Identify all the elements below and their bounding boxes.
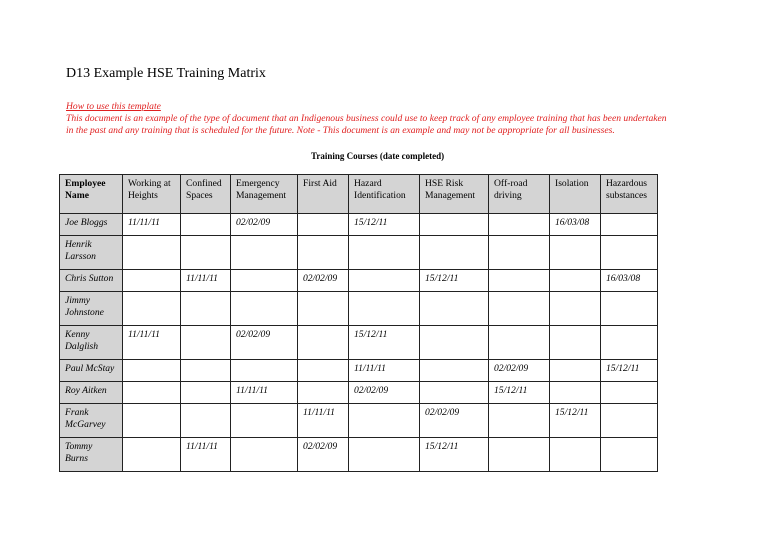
table-row — [60, 270, 658, 292]
date-cell: 15/12/11 — [601, 360, 658, 382]
date-cell: 11/11/11 — [231, 382, 298, 404]
date-cell — [298, 292, 349, 326]
date-cell — [420, 360, 489, 382]
date-cell — [231, 292, 298, 326]
date-cell: 02/02/09 — [420, 404, 489, 438]
date-cell — [601, 382, 658, 404]
header-course: Hazardous substances — [601, 175, 658, 214]
header-employee-name: Employee Name — [60, 175, 123, 214]
header-course: HSE Risk Management — [420, 175, 489, 214]
employee-name-cell: Jimmy Johnstone — [60, 292, 123, 326]
date-cell — [550, 360, 601, 382]
date-cell — [489, 270, 550, 292]
date-cell — [181, 292, 231, 326]
header-course: Hazard Identification — [349, 175, 420, 214]
date-cell — [231, 404, 298, 438]
date-cell — [489, 214, 550, 236]
date-cell — [349, 404, 420, 438]
howto-note — [66, 101, 676, 138]
date-cell — [420, 326, 489, 360]
date-cell — [181, 404, 231, 438]
date-cell — [123, 292, 181, 326]
date-cell: 15/12/11 — [550, 404, 601, 438]
date-cell: 11/11/11 — [349, 360, 420, 382]
header-course: First Aid — [298, 175, 349, 214]
training-matrix-table — [59, 174, 658, 472]
date-cell — [601, 292, 658, 326]
date-cell: 15/12/11 — [420, 438, 489, 472]
date-cell: 11/11/11 — [181, 270, 231, 292]
header-course: Isolation — [550, 175, 601, 214]
date-cell: 02/02/09 — [298, 270, 349, 292]
date-cell — [550, 236, 601, 270]
date-cell — [298, 214, 349, 236]
date-cell: 02/02/09 — [231, 326, 298, 360]
date-cell: 11/11/11 — [181, 438, 231, 472]
employee-name-cell: Joe Bloggs — [60, 214, 123, 236]
date-cell: 16/03/08 — [601, 270, 658, 292]
date-cell — [489, 236, 550, 270]
date-cell — [489, 326, 550, 360]
employee-name-cell: Henrik Larsson — [60, 236, 123, 270]
date-cell — [420, 292, 489, 326]
date-cell — [123, 360, 181, 382]
date-cell — [601, 438, 658, 472]
date-cell — [489, 404, 550, 438]
date-cell: 15/12/11 — [420, 270, 489, 292]
date-cell: 02/02/09 — [231, 214, 298, 236]
date-cell — [489, 438, 550, 472]
date-cell — [181, 360, 231, 382]
header-row — [60, 175, 658, 214]
header-course: Emergency Management — [231, 175, 298, 214]
date-cell — [349, 438, 420, 472]
date-cell — [298, 382, 349, 404]
date-cell — [349, 270, 420, 292]
date-cell — [420, 236, 489, 270]
date-cell — [123, 270, 181, 292]
date-cell: 11/11/11 — [123, 214, 181, 236]
date-cell — [298, 360, 349, 382]
date-cell — [420, 382, 489, 404]
date-cell: 15/12/11 — [489, 382, 550, 404]
date-cell — [601, 214, 658, 236]
employee-name-cell: Paul McStay — [60, 360, 123, 382]
date-cell: 02/02/09 — [349, 382, 420, 404]
date-cell — [298, 326, 349, 360]
date-cell — [123, 236, 181, 270]
date-cell — [601, 404, 658, 438]
date-cell — [231, 236, 298, 270]
table-row — [60, 214, 658, 236]
document-title: D13 Example HSE Training Matrix — [66, 66, 266, 81]
date-cell — [550, 382, 601, 404]
date-cell — [181, 382, 231, 404]
table-row — [60, 438, 658, 472]
date-cell — [231, 270, 298, 292]
date-cell: 02/02/09 — [298, 438, 349, 472]
table-row — [60, 292, 658, 326]
date-cell — [349, 292, 420, 326]
howto-text: This document is an example of the type of document that an Indigenous business could use to keep track of any employee training that has been undertaken in the past and any training that is scheduled for the future. Note - This document is an example and may not be appropriate for all businesses. — [66, 113, 667, 137]
date-cell — [601, 236, 658, 270]
table-row — [60, 404, 658, 438]
date-cell — [550, 270, 601, 292]
date-cell: 11/11/11 — [123, 326, 181, 360]
date-cell — [181, 236, 231, 270]
table-row — [60, 360, 658, 382]
employee-name-cell: Roy Aitken — [60, 382, 123, 404]
date-cell: 15/12/11 — [349, 214, 420, 236]
date-cell — [298, 236, 349, 270]
date-cell — [489, 292, 550, 326]
howto-heading: How to use this template — [66, 101, 161, 112]
date-cell — [181, 326, 231, 360]
table-row — [60, 236, 658, 270]
date-cell — [123, 438, 181, 472]
date-cell — [550, 326, 601, 360]
date-cell: 16/03/08 — [550, 214, 601, 236]
date-cell: 11/11/11 — [298, 404, 349, 438]
table-row — [60, 382, 658, 404]
date-cell — [181, 214, 231, 236]
date-cell — [123, 404, 181, 438]
employee-name-cell: Chris Sutton — [60, 270, 123, 292]
date-cell — [550, 438, 601, 472]
employee-name-cell: Kenny Dalglish — [60, 326, 123, 360]
date-cell — [420, 214, 489, 236]
table-row — [60, 326, 658, 360]
date-cell — [550, 292, 601, 326]
date-cell — [123, 382, 181, 404]
table-caption: Training Courses (date completed) — [311, 151, 445, 161]
header-course: Off-road driving — [489, 175, 550, 214]
date-cell — [349, 236, 420, 270]
date-cell — [231, 438, 298, 472]
header-course: Working at Heights — [123, 175, 181, 214]
employee-name-cell: Tommy Burns — [60, 438, 123, 472]
header-course: Confined Spaces — [181, 175, 231, 214]
date-cell: 15/12/11 — [349, 326, 420, 360]
employee-name-cell: Frank McGarvey — [60, 404, 123, 438]
date-cell — [231, 360, 298, 382]
date-cell: 02/02/09 — [489, 360, 550, 382]
date-cell — [601, 326, 658, 360]
